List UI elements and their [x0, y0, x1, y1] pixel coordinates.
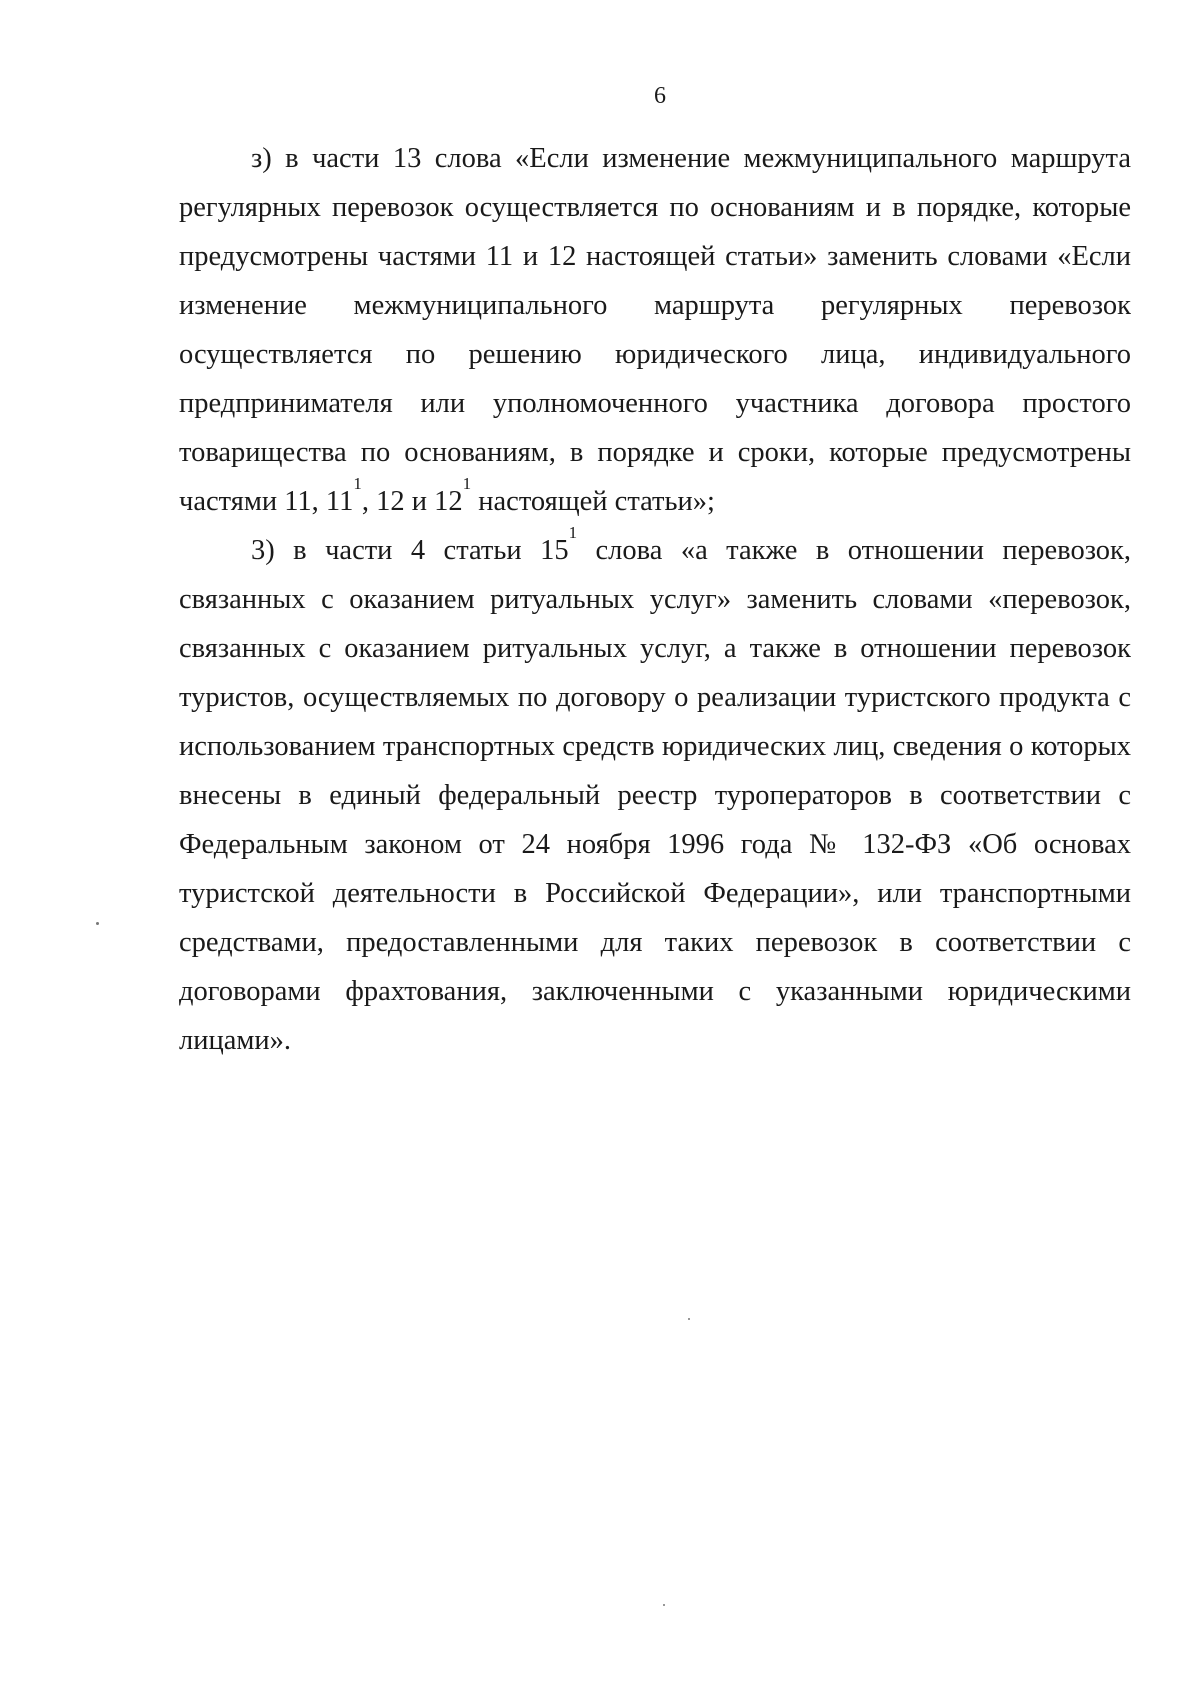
- page-number: 6: [654, 83, 666, 109]
- paragraph-3-text-2: слова «а также в отношении перевозок, связанных с оказанием ритуальных услуг» заменить словами «перевозок, связанных с оказанием ритуальных услуг, а также в отношении перевозок туристов, осуществляемых по договору о реализации туристского продукта с использованием транспортных средств юридических лиц, сведения о которых внесены в единый федеральный реестр туроператоров в соответствии с Федеральным законом от 24 ноября 1996 года № 132-ФЗ «Об основах туристской деятельности в Российской Федерации», или транспортными средствами, предоставленными для таких перевозок в соответствии с договорами фрахтования, заключенными с указанными юридическими лицами».: [179, 535, 1132, 1056]
- paragraph-3-superscript-1: 1: [568, 523, 578, 542]
- scan-speck: [96, 922, 99, 925]
- paragraph-3: [179, 523, 1132, 1065]
- paragraph-z-superscript-1: 1: [353, 474, 362, 493]
- scan-speck: [688, 1318, 690, 1320]
- scan-speck: [663, 1604, 665, 1606]
- paragraph-3-text-1: 3) в части 4 статьи 15: [251, 535, 569, 566]
- paragraph-z-text-2: , 12 и 12: [361, 486, 463, 517]
- document-body: [179, 134, 1131, 1065]
- paragraph-z-text-3: настоящей статьи»;: [471, 486, 715, 517]
- paragraph-z-superscript-2: 1: [462, 474, 472, 493]
- paragraph-z-text-1: з) в части 13 слова «Если изменение межмуниципального маршрута регулярных перевозок осуществляется по основаниям и в порядке, которые предусмотрены частями 11 и 12 настоящей статьи» заменить словами «Если изменение межмуниципального маршрута регулярных перевозок осуществляется по решению юридического лица, индивидуального предпринимателя или уполномоченного участника договора простого товарищества по основаниям, в порядке и сроки, которые предусмотрены частями 11, 11: [179, 143, 1131, 517]
- paragraph-z: [179, 134, 1131, 526]
